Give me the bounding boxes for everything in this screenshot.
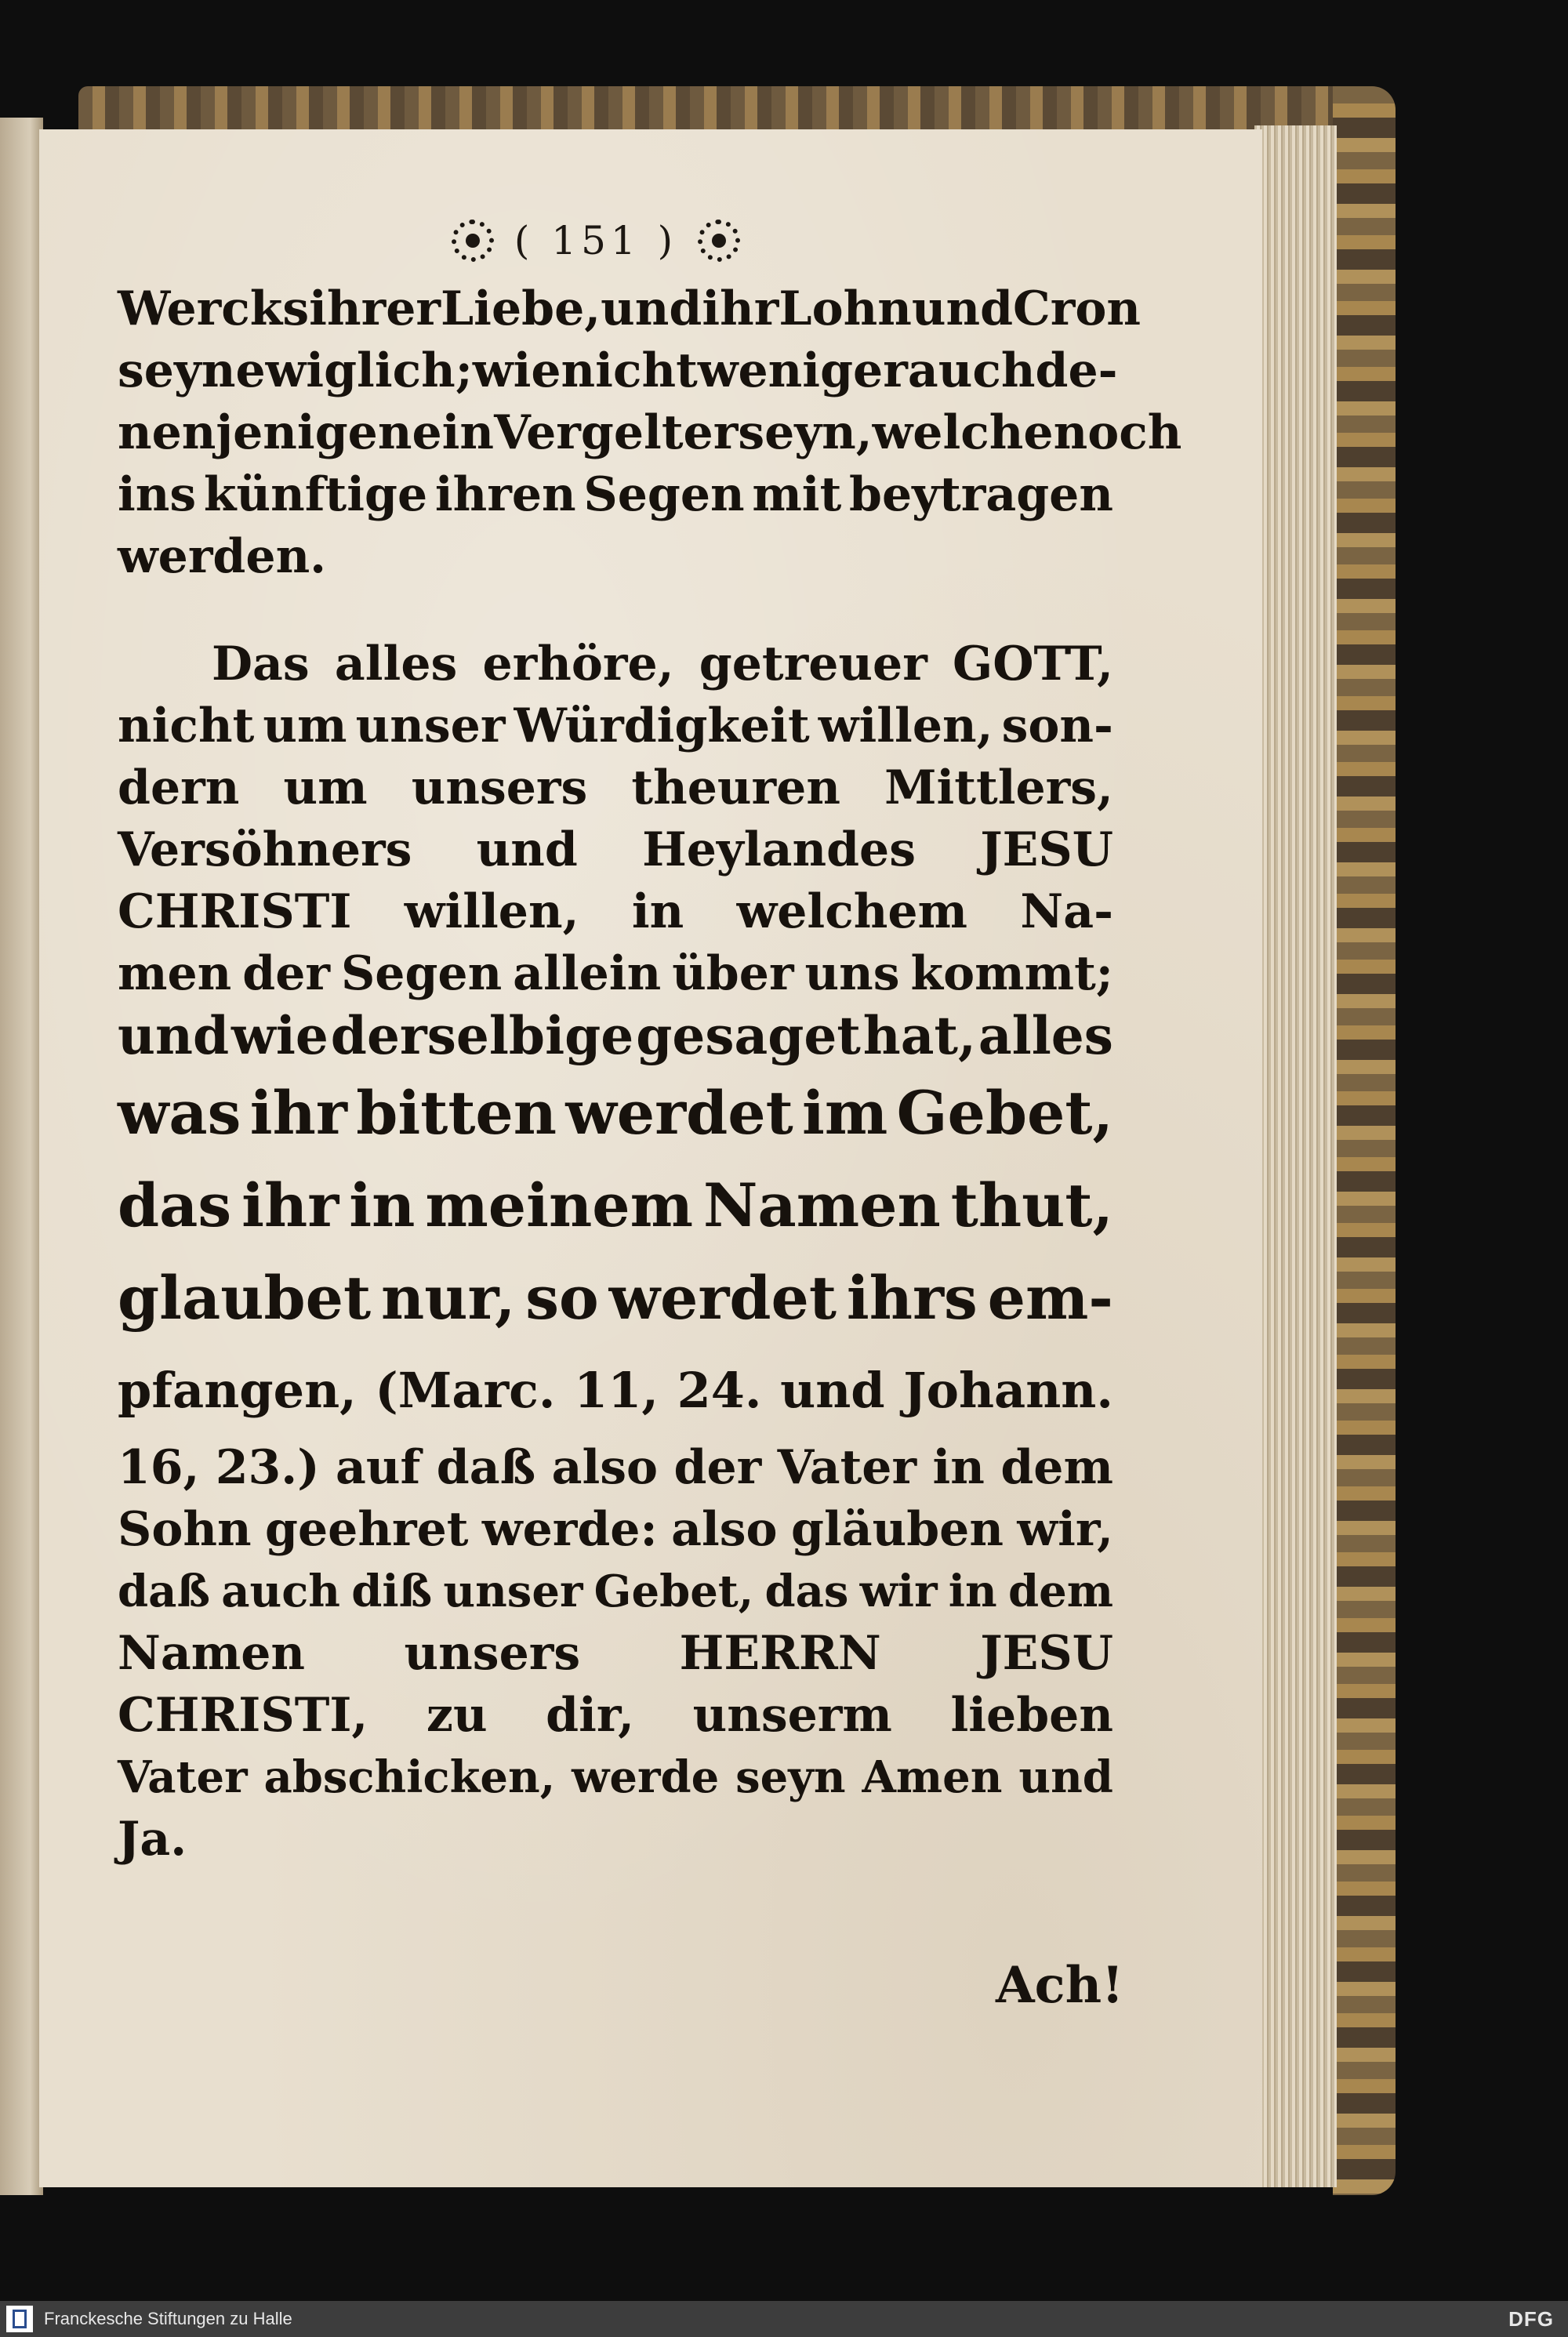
text-line: Wercks ihrer Liebe, und ihr Lohn und Cron [118, 281, 1142, 336]
text-line: pfangen, (Marc. 11, 24. und Johann. [118, 1362, 1113, 1419]
text-line: Das alles erhöre, getreuer GOTT, [212, 637, 1113, 691]
text-line: und wie derselbige gesaget hat, alles [118, 1005, 1113, 1066]
text-line: Vater abschicken, werde seyn Amen und [118, 1751, 1113, 1803]
institution-name: Franckesche Stiftungen zu Halle [44, 2309, 292, 2328]
text-line: Namen unsers HERRN JESU [118, 1626, 1113, 1681]
flower-ornament-icon [452, 220, 494, 262]
institution-logo-icon [6, 2306, 33, 2332]
text-line: das ihr in meinem Namen thut, [118, 1170, 1113, 1240]
text-line: daß auch diß unser Gebet, das wir in dem [118, 1566, 1113, 1617]
text-line: dern um unsers theuren Mittlers, [118, 760, 1113, 815]
text-line: werden. [118, 529, 327, 584]
page-header [408, 213, 784, 268]
book-cover-right-edge [1333, 86, 1396, 2195]
paragraph-1 [118, 278, 1182, 588]
text-line: men der Segen allein über uns kommt; [118, 946, 1113, 1001]
page-number: ( 151 ) [514, 218, 678, 263]
text-line: ins künftige ihren Segen mit beytragen [118, 467, 1113, 522]
catchword: Ach! [996, 1956, 1124, 2015]
text-line: Ja. [118, 1812, 187, 1867]
page-text [118, 278, 1182, 1871]
text-line: nicht um unser Würdigkeit willen, son- [118, 699, 1113, 753]
text-line: seyn ewiglich; wie nicht weniger auch de- [118, 343, 1118, 398]
dfg-logo: DFG [1508, 2306, 1554, 2331]
text-line: was ihr bitten werdet im Gebet, [118, 1078, 1113, 1148]
viewer-footer [0, 2301, 1568, 2337]
text-line: glaubet nur, so werdet ihrs em- [118, 1263, 1113, 1333]
text-line: 16, 23.) auf daß also der Vater in dem [118, 1440, 1113, 1495]
text-line: CHRISTI, zu dir, unserm lieben [118, 1688, 1113, 1743]
text-line: nenjenigen ein Vergelter seyn, welche noch [118, 405, 1182, 460]
text-line: CHRISTI willen, in welchem Na- [118, 884, 1113, 939]
text-line: Sohn geehret werde: also gläuben wir, [118, 1502, 1113, 1557]
paragraph-2 [118, 633, 1113, 1871]
text-line: Versöhners und Heylandes JESU [118, 822, 1113, 877]
flower-ornament-icon [698, 220, 740, 262]
facing-page-edge [0, 118, 43, 2195]
footer-institution [0, 2306, 292, 2332]
page-stack-edge [1254, 125, 1337, 2187]
